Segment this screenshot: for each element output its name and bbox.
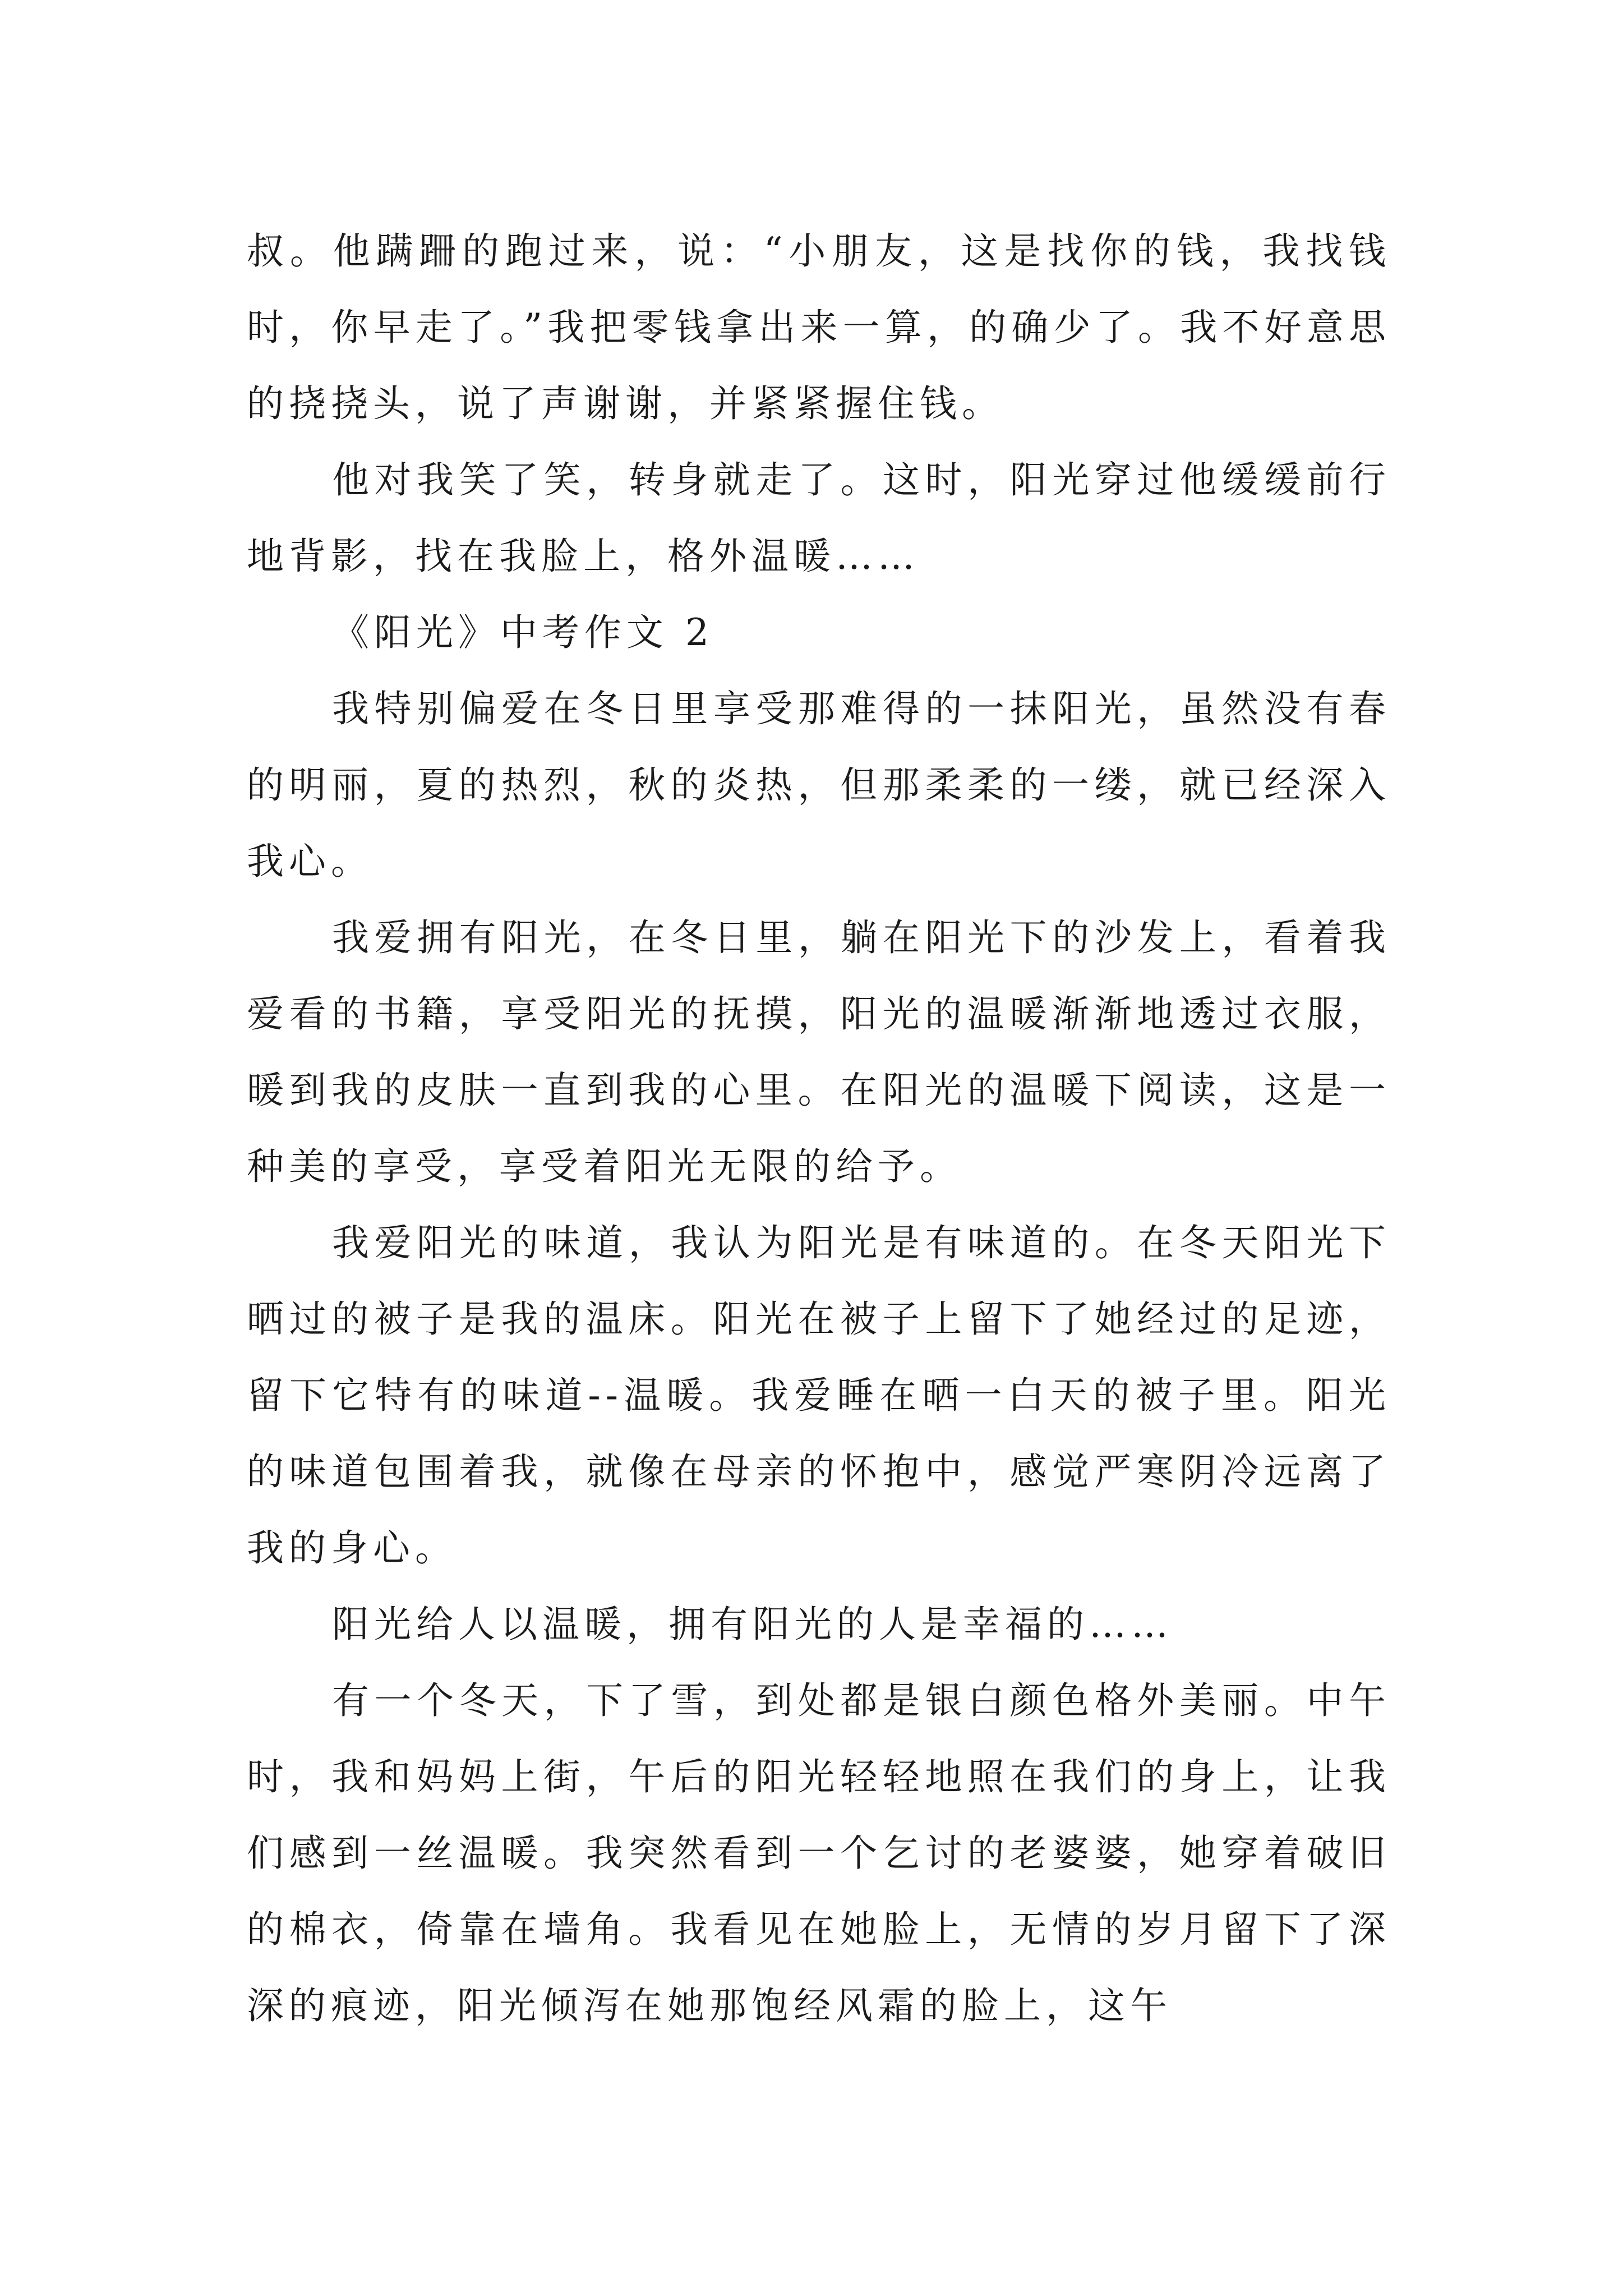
- paragraph-continuation: 叔。他蹒跚的跑过来，说：“小朋友，这是找你的钱，我找钱时，你早走了。”我把零钱拿出来一算，的确少了。我不好意思的挠挠头，说了声谢谢，并紧紧握住钱。: [247, 229, 1391, 425]
- paragraph-winter-sun: 我特别偏爱在冬日里享受那难得的一抹阳光，虽然没有春的明丽，夏的热烈，秋的炎热，但那柔柔的一缕，就已经深入我心。: [247, 687, 1391, 883]
- paragraph-smell: 我爱阳光的味道，我认为阳光是有味道的。在冬天阳光下晒过的被子是我的温床。阳光在被子上留下了她经过的足迹，留下它特有的味道--温暖。我爱睡在晒一白天的被子里。阳光的味道包围着我，就像在母亲的怀抱中，感觉严寒阴冷远离了我的身心。: [247, 1221, 1391, 1570]
- paragraph-snow-day: 有一个冬天，下了雪，到处都是银白颜色格外美丽。中午时，我和妈妈上街，午后的阳光轻轻地照在我们的身上，让我们感到一丝温暖。我突然看到一个乞讨的老婆婆，她穿着破旧的棉衣，倚靠在墙角。我看见在她脸上，无情的岁月留下了深深的痕迹，阳光倾泻在她那饱经风霜的脸上，这午: [247, 1679, 1391, 2027]
- paragraph-smile: 他对我笑了笑，转身就走了。这时，阳光穿过他缓缓前行地背影，找在我脸上，格外温暖……: [247, 458, 1391, 578]
- paragraph-happiness: 阳光给人以温暖，拥有阳光的人是幸福的……: [332, 1603, 1173, 1646]
- essay-heading: 《阳光》中考作文 2: [332, 611, 714, 654]
- paragraph-reading: 我爱拥有阳光，在冬日里，躺在阳光下的沙发上，看着我爱看的书籍，享受阳光的抚摸，阳光的温暖渐渐地透过衣服，暖到我的皮肤一直到我的心里。在阳光的温暖下阅读，这是一种美的享受，享受着阳光无限的给予。: [247, 916, 1391, 1188]
- essay-body: [247, 213, 1391, 2044]
